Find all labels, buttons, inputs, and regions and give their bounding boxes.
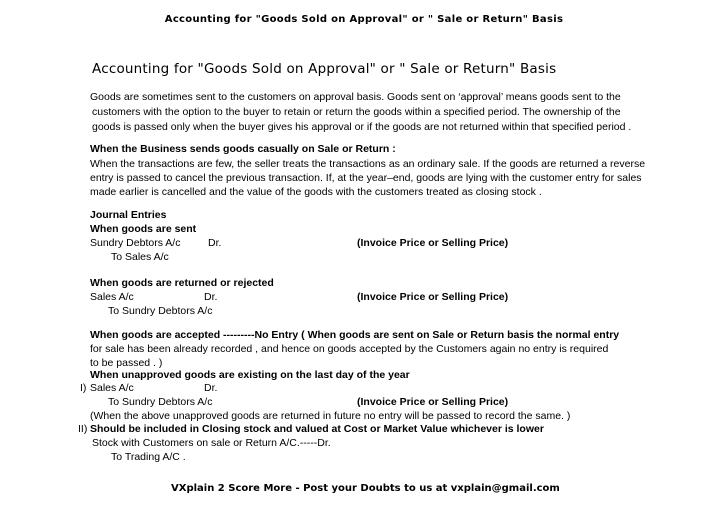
returned-dr: Dr. [204, 291, 218, 303]
sent-heading: When goods are sent [90, 223, 197, 235]
unapproved-credit: To Sundry Debtors A/c [108, 396, 213, 408]
intro-line: customers with the option to the buyer to retain or return the goods within a specified period. The ownership of the [92, 106, 621, 118]
page-title: Accounting for "Goods Sold on Approval" or " Sale or Return" Basis [92, 61, 557, 77]
item-marker-2: II) [78, 423, 88, 435]
page-footer: VXplain 2 Score More - Post your Doubts to us at vxplain@gmail.com [171, 483, 560, 494]
item-marker-1: I) [80, 382, 87, 394]
sent-dr: Dr. [208, 237, 222, 249]
casual-line: When the transactions are few, the seller treats the transactions as an ordinary sale. If the goods are returned a reverse [90, 158, 646, 170]
casual-line: made earlier is cancelled and the value of the goods with the customers treated as closing stock . [90, 186, 542, 198]
intro-line: Goods are sometimes sent to the customers on approval basis. Goods sent on ‘approval’ means goods sent to the [90, 91, 621, 103]
unapproved-price-note: (Invoice Price or Selling Price) [357, 396, 509, 408]
returned-heading: When goods are returned or rejected [90, 277, 274, 289]
casual-heading: When the Business sends goods casually on Sale or Return : [90, 143, 396, 155]
unapproved-dr: Dr. [204, 382, 218, 394]
accepted-line: for sale has been already recorded , and hence on goods accepted by the Customers again no entry is required [90, 343, 609, 355]
returned-debit: Sales A/c [90, 291, 134, 303]
stock-credit: To Trading A/C . [111, 451, 186, 463]
intro-line: goods is passed only when the buyer gives his approval or if the goods are not returned within that specified period . [92, 121, 632, 133]
sent-credit: To Sales A/c [111, 251, 169, 263]
unapproved-remark: (When the above unapproved goods are returned in future no entry will be passed to record the same. ) [90, 410, 571, 422]
casual-line: entry is passed to cancel the previous transaction. If, at the year–end, goods are lying with the customer entry for sales [90, 172, 642, 184]
page-header: Accounting for "Goods Sold on Approval" or " Sale or Return" Basis [164, 14, 564, 25]
unapproved-heading: When unapproved goods are existing on the last day of the year [90, 369, 410, 381]
unapproved-debit: Sales A/c [90, 382, 134, 394]
returned-price-note: (Invoice Price or Selling Price) [357, 291, 509, 303]
accepted-line: to be passed . ) [90, 357, 163, 369]
sent-price-note: (Invoice Price or Selling Price) [357, 237, 509, 249]
sent-debit: Sundry Debtors A/c [90, 237, 181, 249]
closing-stock-rule: Should be included in Closing stock and valued at Cost or Market Value whichever is lower [90, 423, 544, 435]
returned-credit: To Sundry Debtors A/c [108, 305, 213, 317]
accepted-heading: When goods are accepted ---------No Entry ( When goods are sent on Sale or Return basis the normal entry [90, 329, 620, 341]
journal-heading: Journal Entries [90, 209, 167, 221]
stock-debit: Stock with Customers on sale or Return A/C.-----Dr. [92, 437, 331, 449]
